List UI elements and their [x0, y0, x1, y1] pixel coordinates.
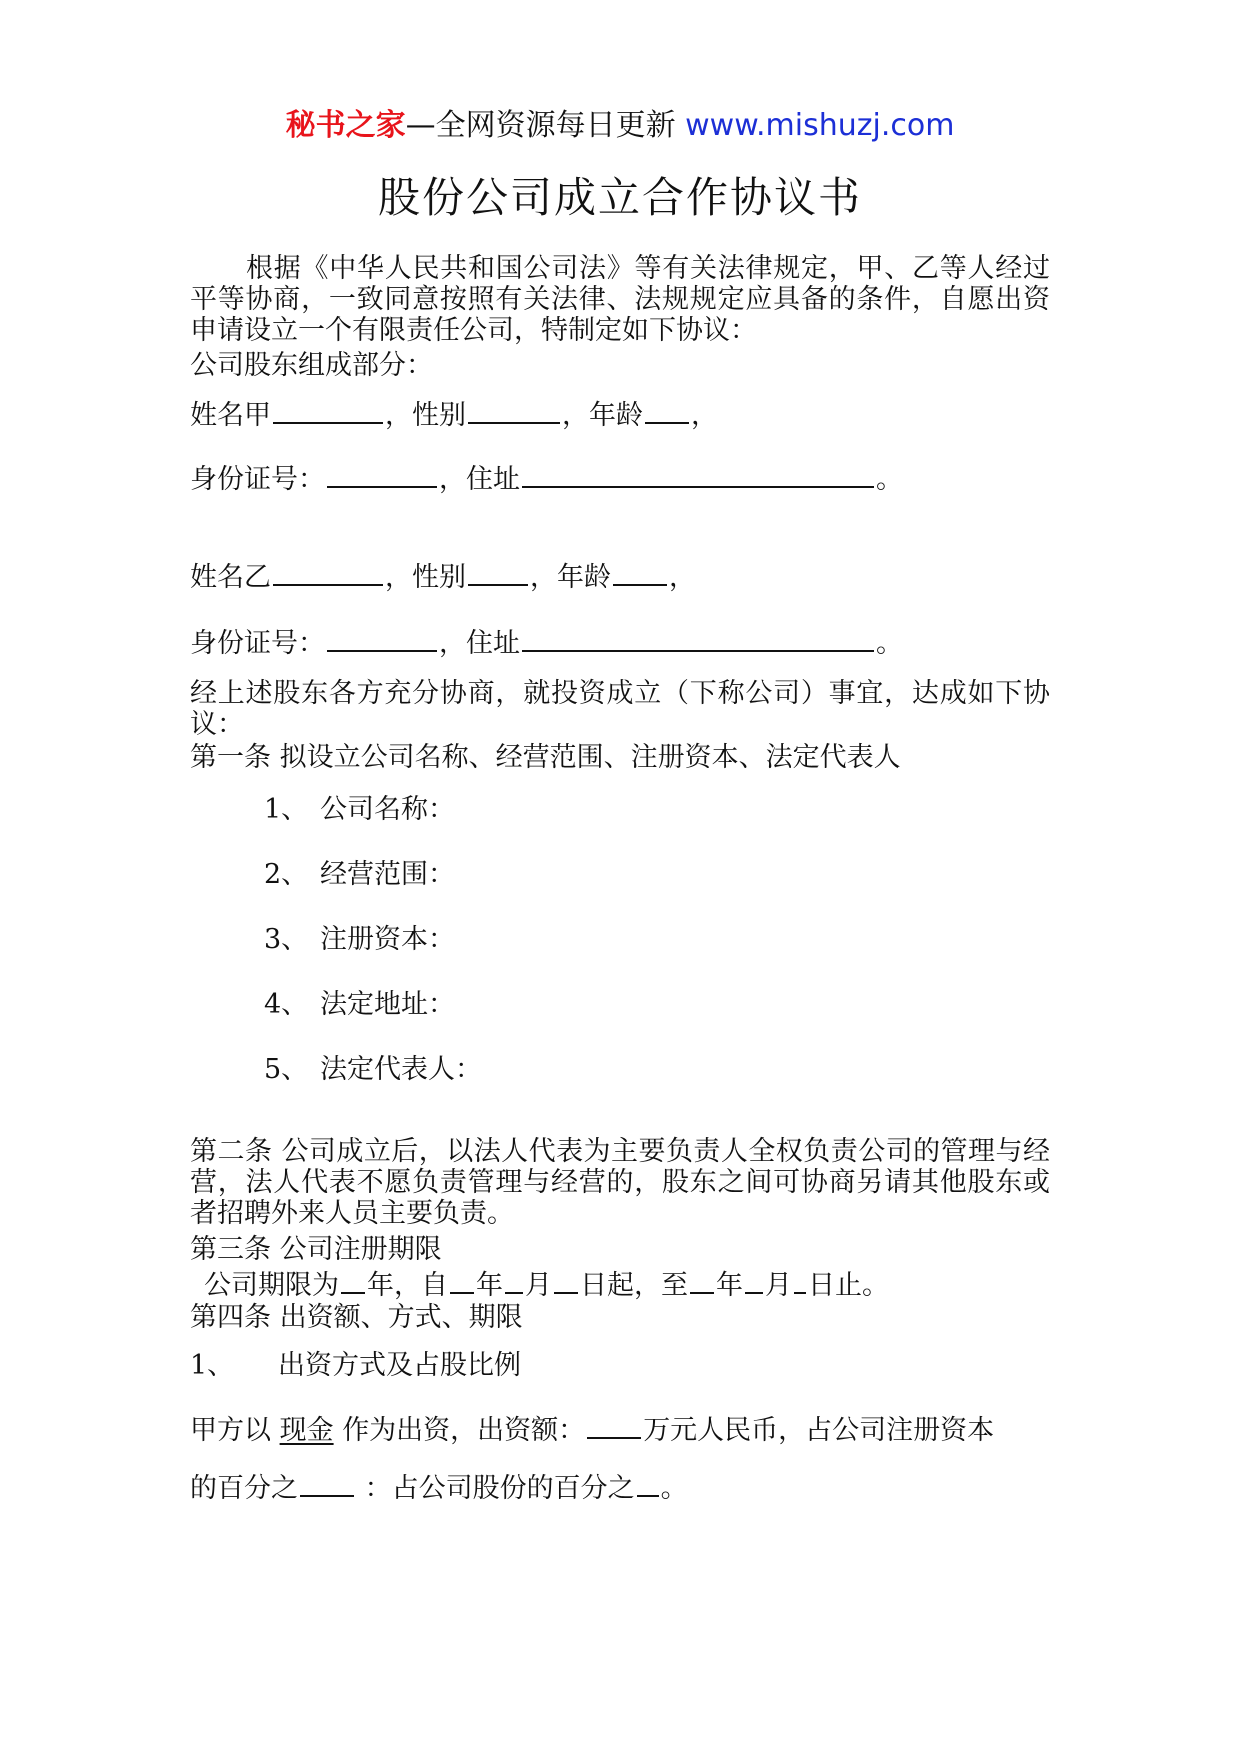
term-text: 年: [476, 1270, 503, 1301]
cash-method: 现金: [279, 1415, 334, 1446]
capital-text: 的百分之: [190, 1473, 298, 1504]
item-label: 经营范围：: [320, 859, 455, 890]
article-3-term-line: [204, 1268, 889, 1301]
age-b-label: ，年龄: [530, 562, 611, 593]
item-number: 1、: [264, 794, 309, 825]
capital-text: 甲方以: [190, 1415, 271, 1446]
sub-label: 出资方式及占股比例: [278, 1350, 521, 1381]
shareholder-a-line: [190, 398, 718, 431]
article-1-heading: 第一条 拟设立公司名称、经营范围、注册资本、法定代表人: [190, 742, 901, 773]
capital-line-1: [190, 1413, 994, 1446]
article-1-item: [264, 924, 455, 955]
start-month-blank[interactable]: [505, 1268, 523, 1294]
name-b-label: 姓名乙: [190, 562, 271, 593]
item-label: 公司名称：: [320, 794, 455, 825]
agreement-intro: 经上述股东各方充分协商，就投资成立（下称公司）事宜，达成如下协议：: [190, 678, 1050, 740]
header-slogan: —全网资源每日更新: [405, 108, 676, 143]
age-a-blank[interactable]: [645, 398, 689, 424]
end-year-blank[interactable]: [690, 1268, 714, 1294]
term-text: 月: [765, 1270, 792, 1301]
item-number: 2、: [264, 859, 309, 890]
term-text: 月: [525, 1270, 552, 1301]
sub-number: 1、: [190, 1350, 235, 1381]
term-text: 公司期限为: [204, 1270, 339, 1301]
capital-text: 。: [660, 1473, 688, 1504]
addr-a-blank[interactable]: [522, 462, 874, 488]
item-number: 3、: [264, 924, 309, 955]
intro-paragraph: 根据《中华人民共和国公司法》等有关法律规定，甲、乙等人经过平等协商，一致同意按照有关法律、法规规定应具备的条件，自愿出资申请设立一个有限责任公司，特制定如下协议：: [190, 253, 1050, 346]
site-header: [0, 100, 1240, 144]
document-title: 股份公司成立合作协议书: [377, 173, 862, 222]
id-b-label: 身份证号：: [190, 628, 325, 659]
line-end-comma: ，: [669, 562, 696, 593]
line-end-period: 。: [876, 464, 903, 495]
id-a-blank[interactable]: [327, 462, 437, 488]
end-day-blank[interactable]: [794, 1268, 806, 1294]
line-end-comma: ，: [691, 400, 718, 431]
gender-b-label: ，性别: [385, 562, 466, 593]
shareholders-heading: 公司股东组成部分：: [190, 350, 433, 381]
capital-text: ：占公司股份的百分之: [364, 1473, 635, 1504]
addr-b-blank[interactable]: [522, 626, 874, 652]
start-year-blank[interactable]: [450, 1268, 474, 1294]
term-text: 日起，至: [580, 1270, 688, 1301]
article-1-item: [264, 859, 455, 890]
article-4-heading: 第四条 出资额、方式、期限: [190, 1302, 523, 1333]
term-years-blank[interactable]: [341, 1268, 365, 1294]
id-b-blank[interactable]: [327, 626, 437, 652]
shareholder-b-line: [190, 560, 696, 593]
registered-percent-blank[interactable]: [300, 1471, 354, 1497]
age-b-blank[interactable]: [613, 560, 667, 586]
article-2-paragraph: 第二条 公司成立后，以法人代表为主要负责人全权负责公司的管理与经营，法人代表不愿负责管理与经营的，股东之间可协商另请其他股东或者招聘外来人员主要负责。: [190, 1136, 1050, 1229]
article-1-item: [264, 989, 455, 1020]
age-a-label: ，年龄: [562, 400, 643, 431]
term-text: 年: [716, 1270, 743, 1301]
line-end-period: 。: [876, 628, 903, 659]
article-4-subheading: [190, 1350, 521, 1381]
name-a-blank[interactable]: [273, 398, 383, 424]
end-month-blank[interactable]: [745, 1268, 763, 1294]
capital-text: 万元人民币，占公司注册资本: [643, 1415, 995, 1446]
amount-blank[interactable]: [587, 1413, 641, 1439]
addr-a-label: ，住址: [439, 464, 520, 495]
name-b-blank[interactable]: [273, 560, 383, 586]
item-label: 注册资本：: [320, 924, 455, 955]
item-number: 5、: [264, 1054, 309, 1085]
term-text: 年，自: [367, 1270, 448, 1301]
brand-name: 秘书之家: [285, 108, 406, 143]
share-percent-blank[interactable]: [637, 1471, 659, 1497]
gender-a-blank[interactable]: [468, 398, 560, 424]
item-label: 法定地址：: [320, 989, 455, 1020]
capital-line-2: [190, 1471, 688, 1504]
article-1-item: [264, 1054, 482, 1085]
item-number: 4、: [264, 989, 309, 1020]
term-text: 日止。: [808, 1270, 889, 1301]
site-url-link[interactable]: www.mishuzj.com: [685, 108, 955, 143]
capital-text: 作为出资，出资额：: [342, 1415, 586, 1446]
article-3-heading: 第三条 公司注册期限: [190, 1234, 442, 1265]
gender-a-label: ，性别: [385, 400, 466, 431]
id-a-label: 身份证号：: [190, 464, 325, 495]
shareholder-a-id-line: [190, 462, 903, 495]
item-label: 法定代表人：: [320, 1054, 482, 1085]
shareholder-b-id-line: [190, 626, 903, 659]
article-1-item: [264, 794, 455, 825]
addr-b-label: ，住址: [439, 628, 520, 659]
start-day-blank[interactable]: [554, 1268, 578, 1294]
name-a-label: 姓名甲: [190, 400, 271, 431]
gender-b-blank[interactable]: [468, 560, 528, 586]
